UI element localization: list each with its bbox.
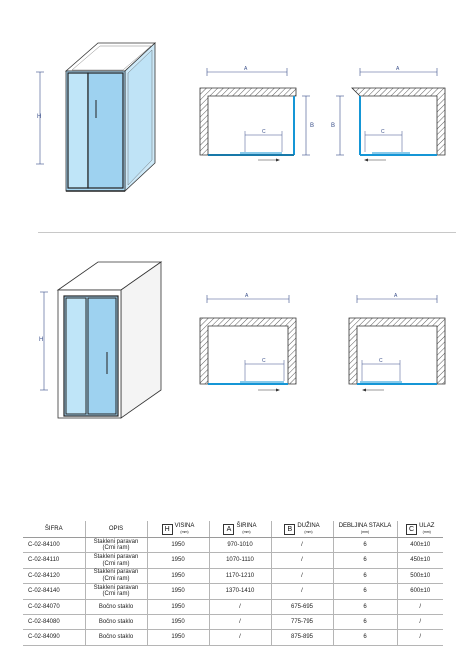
product-spec-table xyxy=(23,521,443,646)
unit-label: (mm) xyxy=(360,530,370,534)
col-header-sirina xyxy=(209,521,271,538)
cell-sifra: C-02-84100 xyxy=(23,538,85,553)
cell-duzina: 675-695 xyxy=(271,599,333,614)
col-header-sifra: ŠIFRA xyxy=(23,521,85,538)
cell-visina: 1950 xyxy=(147,538,209,553)
iso-view-niche xyxy=(39,262,161,418)
b-letter-box: B xyxy=(284,524,295,535)
cell-sirina: 1370-1410 xyxy=(209,584,271,599)
dim-h-label: H xyxy=(37,114,42,120)
cell-visina: 1950 xyxy=(147,584,209,599)
unit-label: (mm) xyxy=(242,530,251,534)
dim-a-label: A xyxy=(394,293,398,299)
opis-line-1: Stakleni paravan xyxy=(93,584,139,591)
cell-opis xyxy=(85,538,147,553)
cell-opis: Bočno staklo xyxy=(85,599,147,614)
ulaz-label: ULAZ xyxy=(419,523,435,529)
cell-opis xyxy=(85,568,147,583)
cell-sifra: C-02-84080 xyxy=(23,614,85,629)
col-header-duzina xyxy=(271,521,333,538)
cell-opis: Bočno staklo xyxy=(85,614,147,629)
dim-c-label: C xyxy=(379,358,383,364)
a-letter-box: A xyxy=(223,524,234,535)
plan-view-niche-right xyxy=(349,293,445,392)
unit-label: (mm) xyxy=(304,530,313,534)
dim-b-label: B xyxy=(310,123,315,129)
table-row xyxy=(23,630,443,645)
cell-visina: 1950 xyxy=(147,599,209,614)
col-header-ulaz xyxy=(397,521,443,538)
col-header-visina xyxy=(147,521,209,538)
cell-debljina: 6 xyxy=(333,584,397,599)
cell-visina: 1950 xyxy=(147,568,209,583)
cell-opis xyxy=(85,553,147,568)
dim-c-label: C xyxy=(381,129,385,135)
cell-visina: 1950 xyxy=(147,630,209,645)
dim-a-label: A xyxy=(396,66,400,72)
cell-ulaz: 600±10 xyxy=(397,584,443,599)
opis-line-1: Stakleni paravan xyxy=(93,554,139,561)
cell-ulaz: / xyxy=(397,599,443,614)
cell-duzina: / xyxy=(271,553,333,568)
section-divider xyxy=(38,232,456,233)
h-letter-box: H xyxy=(162,524,173,535)
dim-b-label: B xyxy=(331,123,336,129)
cell-duzina: 775-795 xyxy=(271,614,333,629)
col-header-opis: OPIS xyxy=(85,521,147,538)
dim-h-label: H xyxy=(39,337,44,343)
cell-debljina: 6 xyxy=(333,614,397,629)
cell-duzina: 875-895 xyxy=(271,630,333,645)
cell-debljina: 6 xyxy=(333,599,397,614)
cell-duzina: / xyxy=(271,584,333,599)
table-row xyxy=(23,614,443,629)
cell-sifra: C-02-84090 xyxy=(23,630,85,645)
cell-sifra: C-02-84140 xyxy=(23,584,85,599)
table-row xyxy=(23,553,443,568)
cell-debljina: 6 xyxy=(333,538,397,553)
opis-line-2: (Crni ram) xyxy=(102,560,130,567)
cell-ulaz: 450±10 xyxy=(397,553,443,568)
plan-view-corner-left xyxy=(200,66,314,162)
debljina-label: DEBLJINA STAKLA xyxy=(338,523,392,529)
cell-debljina: 6 xyxy=(333,553,397,568)
cell-sirina: / xyxy=(209,599,271,614)
cell-sifra: C-02-84120 xyxy=(23,568,85,583)
dim-a-label: A xyxy=(244,66,248,72)
cell-duzina: / xyxy=(271,538,333,553)
cell-sirina: / xyxy=(209,630,271,645)
table-row xyxy=(23,584,443,599)
cell-sirina: 1170-1210 xyxy=(209,568,271,583)
sirina-label: ŠIRINA xyxy=(236,523,257,529)
cell-ulaz: 500±10 xyxy=(397,568,443,583)
opis-line-2: (Crni ram) xyxy=(102,575,130,582)
cell-ulaz: / xyxy=(397,614,443,629)
cell-debljina: 6 xyxy=(333,630,397,645)
cell-sirina: / xyxy=(209,614,271,629)
table-row xyxy=(23,538,443,553)
dim-a-label: A xyxy=(245,293,249,299)
cell-ulaz: / xyxy=(397,630,443,645)
opis-line-2: (Crni ram) xyxy=(102,545,130,552)
cell-visina: 1950 xyxy=(147,553,209,568)
table-row xyxy=(23,568,443,583)
duzina-label: DUŽINA xyxy=(297,523,320,529)
cell-sifra: C-02-84070 xyxy=(23,599,85,614)
cell-sifra: C-02-84110 xyxy=(23,553,85,568)
plan-view-niche-left xyxy=(200,293,296,392)
cell-visina: 1950 xyxy=(147,614,209,629)
unit-label: (mm) xyxy=(422,530,431,534)
unit-label: (mm) xyxy=(180,530,189,534)
col-header-debljina xyxy=(333,521,397,538)
cell-opis xyxy=(85,584,147,599)
opis-line-2: (Crni ram) xyxy=(102,591,130,598)
cell-duzina: / xyxy=(271,568,333,583)
c-letter-box: C xyxy=(406,524,417,535)
table-row xyxy=(23,599,443,614)
iso-view-corner xyxy=(36,43,155,191)
dim-c-label: C xyxy=(262,129,266,135)
cell-opis: Bočno staklo xyxy=(85,630,147,645)
table-header-row xyxy=(23,521,443,538)
visina-label: VISINA xyxy=(174,523,195,529)
opis-line-1: Stakleni paravan xyxy=(93,538,139,545)
plan-view-corner-right xyxy=(331,66,445,162)
cell-sirina: 1070-1110 xyxy=(209,553,271,568)
cell-ulaz: 400±10 xyxy=(397,538,443,553)
dim-c-label: C xyxy=(262,358,266,364)
opis-line-1: Stakleni paravan xyxy=(93,569,139,576)
cell-sirina: 970-1010 xyxy=(209,538,271,553)
cell-debljina: 6 xyxy=(333,568,397,583)
